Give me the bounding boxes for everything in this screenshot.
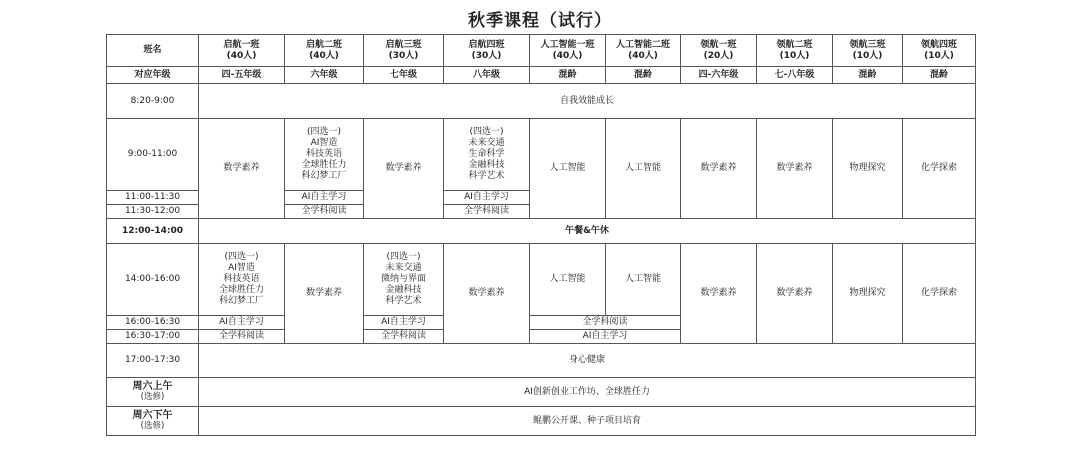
course-sat-am: AI创新创业工作坊、全球胜任力	[199, 378, 976, 407]
class-header-10: 领航四班 (10人)	[903, 35, 976, 67]
class-label: 班名	[107, 35, 199, 67]
grade-cell: 混龄	[903, 67, 976, 84]
row-sat-pm	[107, 407, 976, 436]
grade-cell: 七年级	[364, 67, 444, 84]
course-math: 数学素养	[444, 244, 530, 344]
course-math: 数学素养	[757, 244, 833, 344]
grade-cell: 六年级	[285, 67, 364, 84]
grade-cell: 八年级	[444, 67, 530, 84]
course-ai-self-study: AI自主学习	[285, 191, 364, 205]
course-reading: 全学科阅读	[199, 330, 285, 344]
schedule-table	[106, 34, 976, 436]
course-choice-a: (四选一) AI智造 科技英语 全球胜任力 科幻梦工厂	[285, 119, 364, 191]
course-ai: 人工智能	[606, 119, 681, 219]
time-cell-sat-am: 周六上午 (选修)	[107, 378, 199, 407]
time-cell-sat-pm: 周六下午 (选修)	[107, 407, 199, 436]
course-chemistry: 化学探索	[903, 244, 976, 344]
course-math: 数学素养	[364, 119, 444, 219]
time-cell: 12:00-14:00	[107, 219, 199, 244]
grade-cell: 混龄	[606, 67, 681, 84]
course-sat-pm: 鲲鹏公开课、种子项目培育	[199, 407, 976, 436]
class-name-row	[107, 35, 976, 67]
course-self-efficacy: 自我效能成长	[199, 84, 976, 119]
course-ai-self-study: AI自主学习	[444, 191, 530, 205]
time-cell: 11:00-11:30	[107, 191, 199, 205]
time-cell: 14:00-16:00	[107, 244, 199, 316]
time-cell: 17:00-17:30	[107, 344, 199, 378]
grade-label: 对应年级	[107, 67, 199, 84]
class-header-3: 启航三班 (30人)	[364, 35, 444, 67]
course-ai-self-study: AI自主学习	[199, 316, 285, 330]
row-1400	[107, 244, 976, 316]
grade-cell: 七-八年级	[757, 67, 833, 84]
grade-row	[107, 67, 976, 84]
course-math: 数学素养	[681, 119, 757, 219]
course-math: 数学素养	[757, 119, 833, 219]
row-sat-am	[107, 378, 976, 407]
time-cell: 16:00-16:30	[107, 316, 199, 330]
time-cell: 16:30-17:00	[107, 330, 199, 344]
course-chemistry: 化学探索	[903, 119, 976, 219]
class-header-6: 人工智能二班 (40人)	[606, 35, 681, 67]
course-choice-a: (四选一) AI智造 科技英语 全球胜任力 科幻梦工厂	[199, 244, 285, 316]
class-header-1: 启航一班 (40人)	[199, 35, 285, 67]
course-reading: 全学科阅读	[444, 205, 530, 219]
course-ai-self-study: AI自主学习	[530, 330, 681, 344]
course-wellbeing: 身心健康	[199, 344, 976, 378]
row-1200	[107, 219, 976, 244]
course-lunch: 午餐&午休	[199, 219, 976, 244]
row-1700	[107, 344, 976, 378]
course-ai: 人工智能	[606, 244, 681, 316]
course-physics: 物理探究	[833, 244, 903, 344]
course-math: 数学素养	[681, 244, 757, 344]
class-header-9: 领航三班 (10人)	[833, 35, 903, 67]
grade-cell: 混龄	[530, 67, 606, 84]
course-ai: 人工智能	[530, 244, 606, 316]
grade-cell: 四-六年级	[681, 67, 757, 84]
time-cell: 8:20-9:00	[107, 84, 199, 119]
course-physics: 物理探究	[833, 119, 903, 219]
class-header-2: 启航二班 (40人)	[285, 35, 364, 67]
course-reading: 全学科阅读	[364, 330, 444, 344]
course-ai-self-study: AI自主学习	[364, 316, 444, 330]
grade-cell: 混龄	[833, 67, 903, 84]
course-math: 数学素养	[199, 119, 285, 219]
course-math: 数学素养	[285, 244, 364, 344]
course-choice-b: (四选一) 未来交通 生命科学 金融科技 科学艺术	[444, 119, 530, 191]
course-reading: 全学科阅读	[530, 316, 681, 330]
class-header-8: 领航二班 (10人)	[757, 35, 833, 67]
course-choice-c: (四选一) 未来交通 微纳与界面 金融科技 科学艺术	[364, 244, 444, 316]
grade-cell: 四-五年级	[199, 67, 285, 84]
class-header-5: 人工智能一班 (40人)	[530, 35, 606, 67]
course-reading: 全学科阅读	[285, 205, 364, 219]
class-header-7: 领航一班 (20人)	[681, 35, 757, 67]
class-header-4: 启航四班 (30人)	[444, 35, 530, 67]
page-title: 秋季课程（试行）	[468, 11, 612, 31]
row-0900	[107, 119, 976, 191]
time-cell: 9:00-11:00	[107, 119, 199, 191]
course-ai: 人工智能	[530, 119, 606, 219]
time-cell: 11:30-12:00	[107, 205, 199, 219]
row-0820	[107, 84, 976, 119]
